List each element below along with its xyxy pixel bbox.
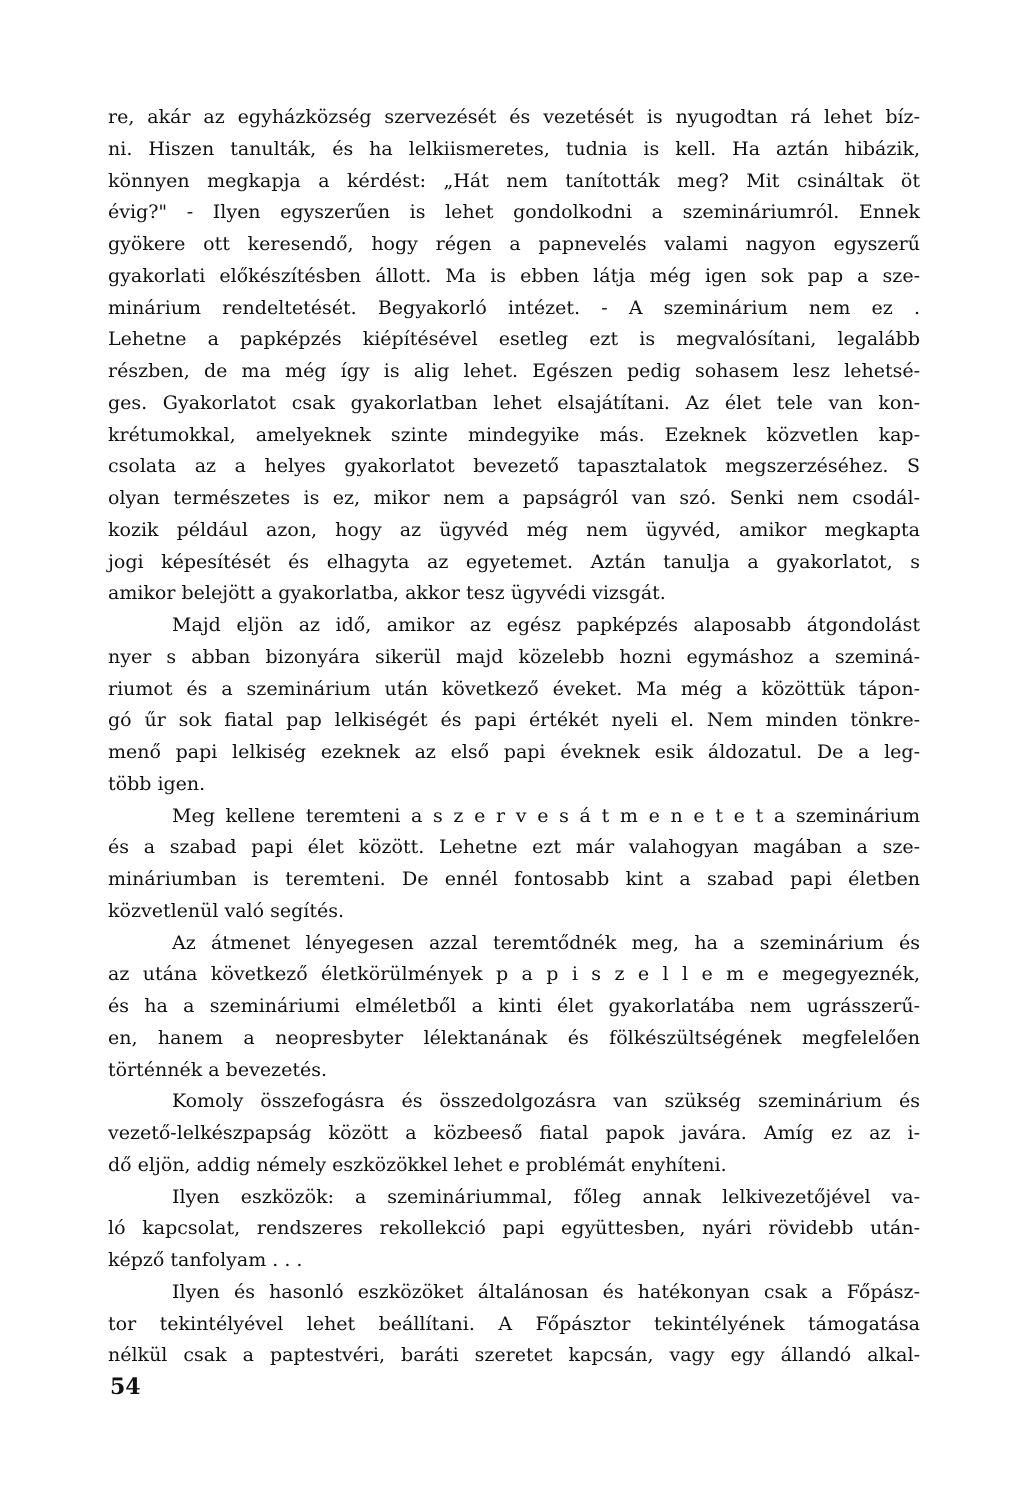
text-line: re, akár az egyházközség szervezését és vezetését is nyugodtan rá lehet bíz-	[108, 106, 920, 128]
text-line: az utána következő életkörülmények p a p i s z e l l e m e megegyeznék,	[108, 963, 920, 986]
text-line: riumot és a szeminárium után következő éveket. Ma még a közöttük tápon-	[108, 677, 920, 700]
text-line: és a szabad papi élet között. Lehetne ezt már valahogyan magában a sze-	[108, 836, 920, 859]
text-line: amikor belejött a gyakorlatba, akkor tesz ügyvédi vizsgát.	[108, 582, 666, 605]
paragraph	[108, 1086, 920, 1181]
paragraph	[108, 1277, 920, 1372]
paragraph	[108, 1182, 920, 1277]
text-line: krétumokkal, amelyeknek szinte mindegyike más. Ezeknek közvetlen kap-	[108, 423, 920, 446]
page-body	[108, 102, 920, 1372]
text-line: és ha a szemináriumi elméletből a kinti élet gyakorlatába nem ugrásszerű-	[108, 995, 920, 1017]
text-line: jogi képesítését és elhagyta az egyetemet. Aztán tanulja a gyakorlatot, s	[108, 550, 920, 573]
text-line: nyer s abban bizonyára sikerül majd közelebb hozni egymáshoz a szeminá-	[108, 645, 920, 668]
text-line: olyan természetes is ez, mikor nem a papságról van szó. Senki nem csodál-	[108, 487, 920, 509]
text-line: történnék a bevezetés.	[108, 1058, 327, 1081]
page-number: 54	[110, 1374, 141, 1400]
text-line: közvetlenül való segítés.	[108, 899, 345, 922]
text-line: évig?" - Ilyen egyszerűen is lehet gondolkodni a szemináriumról. Ennek	[108, 201, 920, 224]
text-line: könnyen megkapja a kérdést: „Hát nem tanították meg? Mit csináltak öt	[108, 169, 920, 192]
text-line: Az átmenet lényegesen azzal teremtődnék meg, ha a szeminárium és	[172, 931, 920, 954]
text-line: tor tekintélyével lehet beállítani. A Főpásztor tekintélyének támogatása	[108, 1312, 920, 1335]
paragraph	[108, 610, 920, 801]
text-line: mináriumban is teremteni. De ennél fontosabb kint a szabad papi életben	[108, 868, 920, 890]
paragraph	[108, 928, 920, 1087]
text-line: menő papi lelkiség ezeknek az első papi éveknek esik áldozatul. De a leg-	[108, 741, 920, 763]
text-line: vezető-lelkészpapság között a közbeeső fiatal papok javára. Amíg ez az i-	[108, 1122, 920, 1144]
text-line: gyakorlati előkészítésben állott. Ma is ebben látja még igen sok pap a sze-	[108, 264, 920, 287]
paragraph	[108, 801, 920, 928]
text-line: gó űr sok fiatal pap lelkiségét és papi értékét nyeli el. Nem minden tönkre-	[108, 709, 920, 732]
text-line: csolata az a helyes gyakorlatot bevezető tapasztalatok megszerzéséhez. S	[108, 455, 920, 478]
text-line: Meg kellene teremteni a s z e r v e s á t m e n e t e t a szeminárium	[172, 804, 920, 827]
text-line: Ilyen és hasonló eszközöket általánosan és hatékonyan csak a Főpász-	[172, 1280, 920, 1303]
text-line: gyökere ott keresendő, hogy régen a papnevelés valami nagyon egyszerű	[108, 233, 920, 255]
text-line: Lehetne a papképzés kiépítésével esetleg ezt is megvalósítani, legalább	[108, 328, 920, 351]
paragraph	[108, 102, 920, 610]
text-line: nélkül csak a paptestvéri, baráti szeretet kapcsán, vagy egy állandó alkal-	[108, 1344, 920, 1367]
text-line: Ilyen eszközök: a szemináriummal, főleg annak lelkivezetőjével va-	[172, 1185, 920, 1208]
text-line: dő eljön, addig némely eszközökkel lehet e problémát enyhíteni.	[108, 1153, 727, 1176]
text-line: ló kapcsolat, rendszeres rekollekció papi együttesben, nyári rövidebb után-	[108, 1217, 920, 1240]
text-line: kozik például azon, hogy az ügyvéd még nem ügyvéd, amikor megkapta	[108, 518, 920, 541]
text-line: képző tanfolyam . . .	[108, 1249, 303, 1271]
text-line: részben, de ma még így is alig lehet. Egészen pedig sohasem lesz lehetsé-	[108, 360, 920, 382]
text-line: több igen.	[108, 772, 206, 795]
text-line: en, hanem a neopresbyter lélektanának és fölkészültségének megfelelően	[108, 1026, 920, 1049]
text-line: Majd eljön az idő, amikor az egész papképzés alaposabb átgondolást	[172, 614, 920, 636]
text-line: ges. Gyakorlatot csak gyakorlatban lehet elsajátítani. Az élet tele van kon-	[108, 391, 920, 414]
text-line: Komoly összefogásra és összedolgozásra van szükség szeminárium és	[172, 1090, 920, 1113]
text-line: minárium rendeltetését. Begyakorló intézet. - A szeminárium nem ez .	[108, 296, 920, 319]
text-line: ni. Hiszen tanulták, és ha lelkiismeretes, tudnia is kell. Ha aztán hibázik,	[108, 137, 920, 160]
